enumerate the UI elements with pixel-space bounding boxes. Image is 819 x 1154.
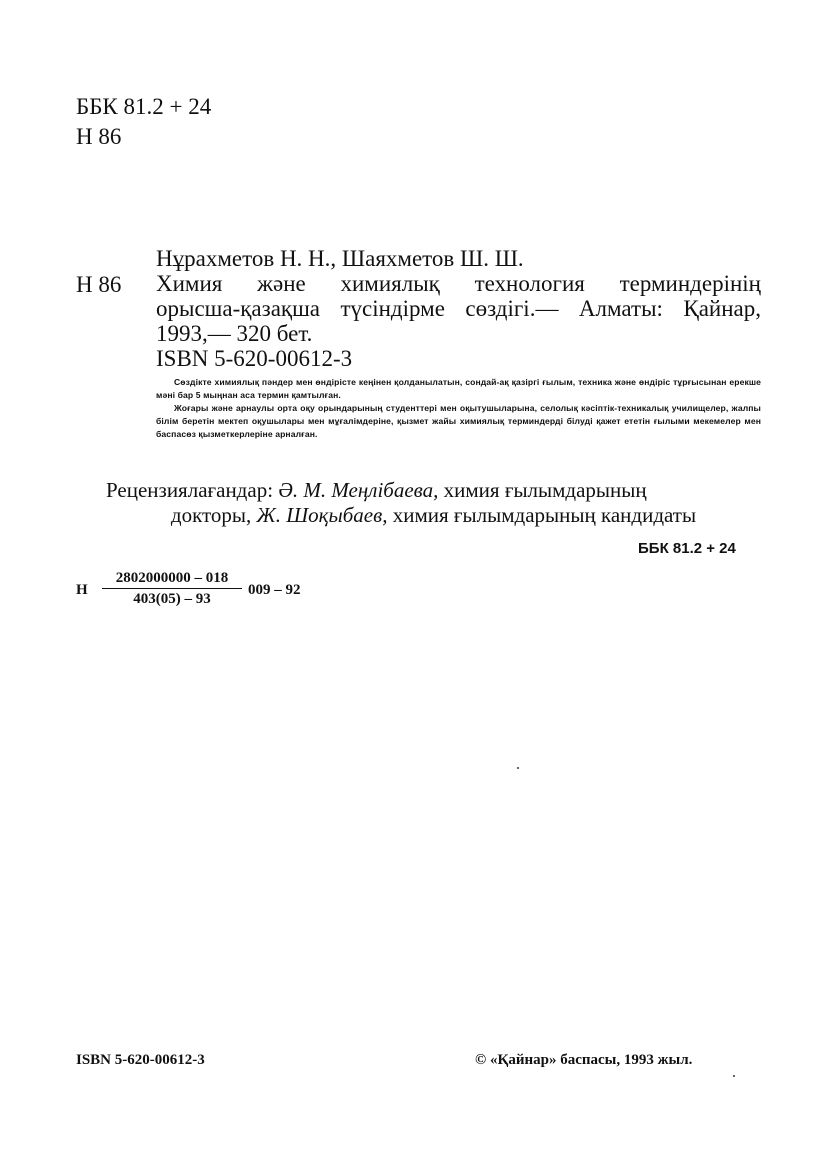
formula-numerator: 2802000000 – 018 xyxy=(102,570,242,589)
formula-denominator: 403(05) – 93 xyxy=(133,591,211,607)
reviewer-2-title: химия ғылымдарының кандидаты xyxy=(392,503,697,527)
classification-block xyxy=(76,92,211,152)
formula-fraction xyxy=(102,570,242,608)
reviewers-label: Рецензиялағандар: xyxy=(106,478,274,502)
title-line-1: Химия және химиялық технология терминдерінің xyxy=(156,271,761,296)
formula-letter: Н xyxy=(76,582,88,598)
title-line-3: 1993,— 320 бет. xyxy=(156,321,313,346)
annotation-paragraph-2: Жоғары және арнаулы орта оқу орындарының студенттері мен оқытушыларына, селолық кәсіптік-техникалық училищелер, жалпы білім беретін мектеп оқушылары мен мұғалімдеріне, қызмет жайы химиялық терминдерді білуді қажет ететін ғылыми мекемелер мен баспасөз қызметкерлеріне арналған. xyxy=(156,403,761,439)
formula-tail: 009 – 92 xyxy=(248,582,301,598)
bbk-code-right: ББК 81.2 + 24 xyxy=(638,540,736,557)
reviewer-1-name: Ә. М. Меңлібаева, xyxy=(278,478,439,502)
annotation xyxy=(156,376,761,441)
reviewers-line-1 xyxy=(106,478,761,503)
catalog-formula xyxy=(76,570,316,620)
author-mark-entry: Н 86 xyxy=(76,272,122,297)
footer-isbn: ISBN 5-620-00612-3 xyxy=(76,1052,205,1068)
author-mark-top: Н 86 xyxy=(76,124,122,149)
reviewer-2-name: Ж. Шоқыбаев, xyxy=(256,503,388,527)
reviewer-1-degree: докторы, xyxy=(170,503,252,527)
reviewers-line-2 xyxy=(106,503,761,528)
annotation-paragraph-1: Сөздікте химиялық пәндер мен өндірісте кеңінен қолданылатын, сондай-ақ қазіргі ғылым, техника және өндіріс тұрғысынан ерекше мәні бар 5 мыңнан аса термин қамтылған. xyxy=(156,377,761,400)
scan-speck xyxy=(517,767,519,769)
bbk-code: ББК 81.2 + 24 xyxy=(76,94,212,119)
footer-copyright: © «Қайнар» баспасы, 1993 жыл. xyxy=(475,1052,693,1068)
title-line-2: орысша-қазақша түсіндірме сөздігі.— Алматы: Қайнар, xyxy=(156,296,761,321)
bibliographic-entry xyxy=(156,246,761,371)
reviewers-block xyxy=(106,478,761,528)
reviewer-1-title: химия ғылымдарының xyxy=(443,478,647,502)
authors-line: Нұрахметов Н. Н., Шаяхметов Ш. Ш. xyxy=(156,246,524,271)
isbn-line: ISBN 5-620-00612-3 xyxy=(156,346,353,371)
scan-speck xyxy=(733,1075,735,1077)
